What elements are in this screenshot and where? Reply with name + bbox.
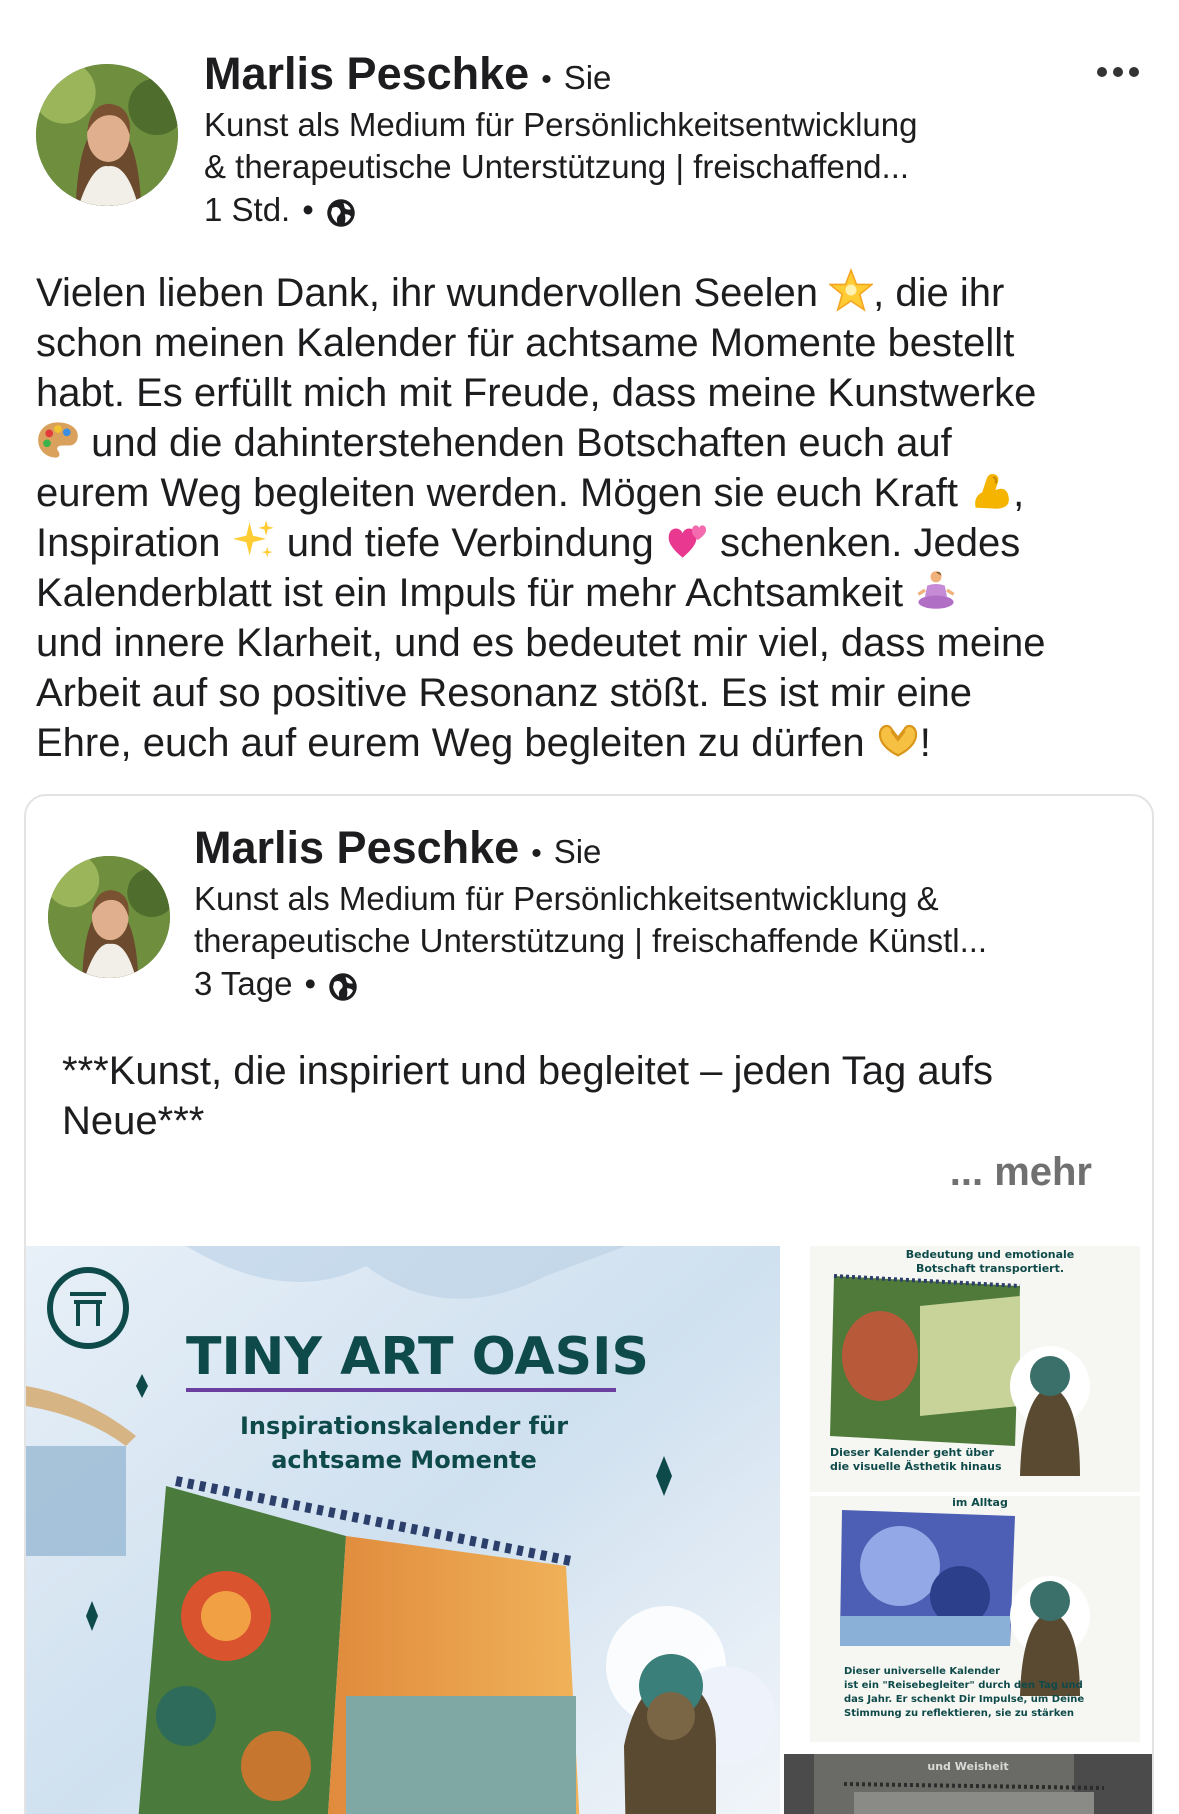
post-text-line: habt. Es erfüllt mich mit Freude, dass meine Kunstwerke [36,371,1037,415]
shared-author-name[interactable]: Marlis Peschke [194,822,520,873]
separator-dot: • [541,63,552,96]
post-text-line: und innere Klarheit, und es bedeutet mir viel, dass meine [36,621,1046,665]
side2-caption-bottom-2: ist ein "Reisebegleiter" durch den Tag und [844,1680,1083,1691]
separator-dot: • [302,191,314,228]
shared-post-card[interactable] [24,794,1154,1814]
post-text-line: , die ihr [873,271,1005,315]
heart-hands-icon [876,718,920,758]
calendar-subtitle-line2: achtsame Momente [271,1446,537,1474]
glowing-star-icon [829,268,873,308]
side3-caption: und Weisheit [927,1760,1009,1773]
side2-caption-bottom-4: Stimmung zu reflektieren, sie zu stärken [844,1708,1074,1719]
flexed-biceps-icon [969,468,1013,508]
relation-label: Sie [563,59,612,96]
separator-dot: • [304,965,317,1002]
post-text-line: schenken. Jedes [708,521,1021,565]
shared-text-line: Neue*** [62,1099,205,1143]
post-text-line: Arbeit auf so positive Resonanz stößt. Es ist mir eine [36,671,972,715]
author-name[interactable]: Marlis Peschke [204,48,530,99]
shared-image-main[interactable] [26,1246,780,1814]
shared-image-side-1[interactable] [810,1246,1140,1492]
post-text-line: ! [919,721,931,765]
separator-dot: • [531,837,542,870]
post-text-line: und tiefe Verbindung [275,521,654,565]
side1-caption-bottom-2: die visuelle Ästhetik hinaus [830,1460,1002,1473]
shared-image-side-3[interactable] [784,1754,1154,1814]
post-text-line: , [1013,471,1025,515]
shared-author-avatar[interactable] [48,856,170,978]
post-text-line: Vielen lieben Dank, ihr wundervollen Seelen [36,271,818,315]
side2-caption-bottom-3: das Jahr. Er schenkt Dir Impulse, um Deine [844,1694,1085,1705]
shared-image-side-2[interactable] [810,1496,1140,1742]
side1-caption-top-1: Bedeutung und emotionale [905,1248,1075,1261]
shared-headline-line1: Kunst als Medium für Persönlichkeitsentwicklung & [194,880,939,917]
post-text-line: und die dahinterstehenden Botschaften euch auf [80,421,952,465]
side2-caption-top: im Alltag [952,1496,1008,1509]
shared-headline-line2: therapeutische Unterstützung | freischaffende Künstl... [194,922,988,959]
more-options-icon[interactable] [1090,52,1146,92]
shared-post-time: 3 Tage [194,965,293,1002]
palette-icon [36,418,80,458]
author-headline-line1: Kunst als Medium für Persönlichkeitsentwicklung [204,106,918,143]
shared-post-text [62,1046,1142,1146]
post-time: 1 Std. [204,191,291,228]
side2-caption-bottom-1: Dieser universelle Kalender [844,1666,1001,1677]
author-headline-line2: & therapeutische Unterstützung | freischaffend... [204,148,910,185]
globe-icon [328,969,358,999]
see-more-link[interactable]: ... mehr [949,1150,1092,1194]
post-text-line: Ehre, euch auf eurem Weg begleiten zu dürfen [36,721,865,765]
side1-caption-top-2: Botschaft transportiert. [915,1262,1065,1275]
sparkles-icon [232,518,276,558]
relation-label: Sie [553,833,602,870]
side1-caption-bottom-1: Dieser Kalender geht über [830,1446,995,1459]
post-header [36,48,1146,228]
two-hearts-icon [665,518,709,558]
globe-icon [326,195,356,225]
post-text-line: eurem Weg begleiten werden. Mögen sie euch Kraft [36,471,959,515]
shared-text-line: ***Kunst, die inspiriert und begleitet – jeden Tag aufs [62,1049,993,1093]
calendar-subtitle-line1: Inspirationskalender für [239,1412,569,1440]
person-in-lotus-position-icon [914,568,958,608]
post-text-line: schon meinen Kalender für achtsame Momente bestellt [36,321,1015,365]
author-avatar[interactable] [36,64,178,206]
post-text [36,268,1148,768]
post-text-line: Inspiration [36,521,221,565]
calendar-title: TINY ART OASIS [186,1327,649,1387]
post-text-line: Kalenderblatt ist ein Impuls für mehr Achtsamkeit [36,571,904,615]
